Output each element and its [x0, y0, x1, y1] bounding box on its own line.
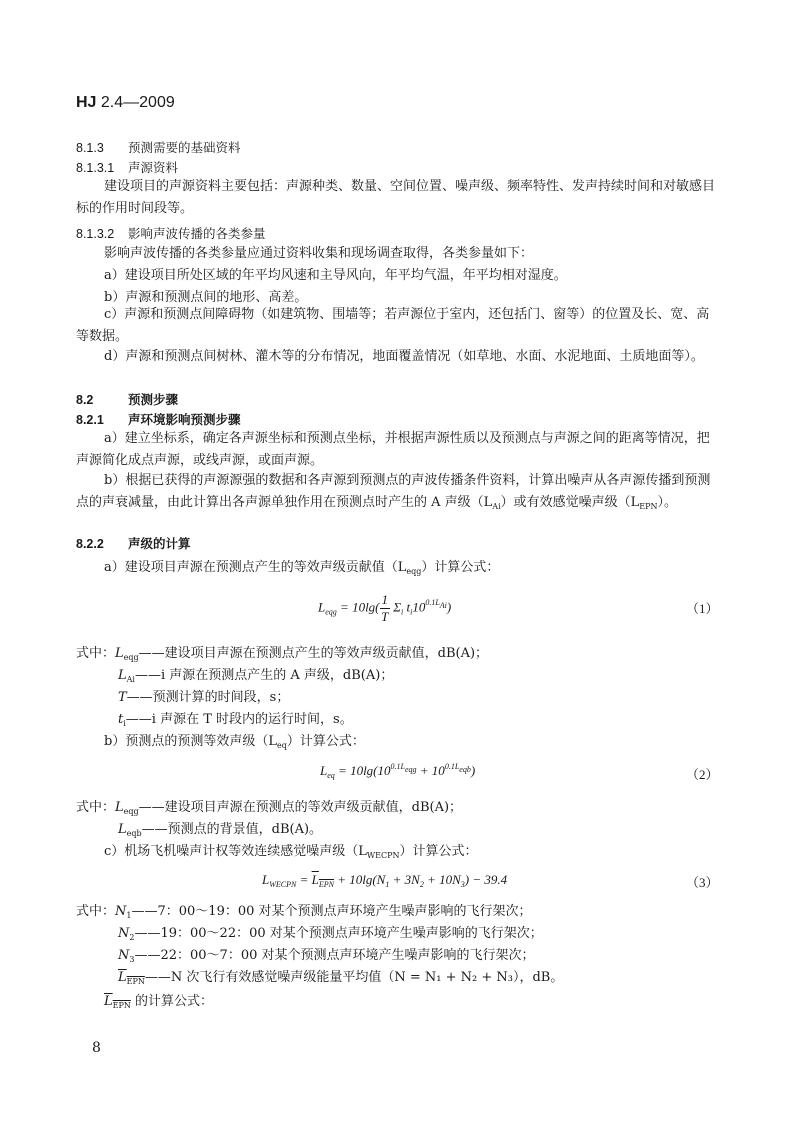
where-leqg: 式中：$L_{eqg}——$建设项目声源在预测点的等效声级贡献值，dB(A)；: [76, 800, 463, 816]
where-ti: $t_i——i$ 声源在 T 时段内的运行时间，s。: [118, 712, 353, 728]
paragraph-eqg: a）建设项目声源在预测点产生的等效声级贡献值$(L_{eqg})$计算公式：: [104, 560, 500, 576]
equation-2-number: （2）: [686, 767, 719, 782]
where-t: T——预测计算的时间段，s；: [118, 690, 290, 705]
equation-2: $L_{eq} = 10\lg(10^{0.1L_{eqg}} + 10^{0.1L_{eqb}})$: [320, 762, 476, 780]
where-lepn: $\overline{L}_{\overline{EPN}}——N$ 次飞行有效感觉噪声级能量平均值（N = N₁ + N₂ + N₃），dB。: [118, 970, 564, 986]
doc-header: HJ 2.4—2009: [76, 94, 175, 111]
equation-1: $L_{eqg} = 10\lg$( $\frac{1}{T}$ $\Sigma_i$ $t_i10^{0.1L_{Ai}}$): [318, 592, 452, 624]
section-8-2: 8.2 预测步骤: [76, 393, 179, 407]
section-8-1-3: 8.1.3 预测需要的基础资料: [76, 141, 241, 155]
where-leqb: $L_{eqb}——$预测点的背景值，dB(A)。: [118, 822, 323, 838]
equation-3: $L_{WECPN} = L_{EPN} + 10\lg(N_1 + 3N_2 + 10N_3) - 39.4$: [262, 872, 508, 889]
section-8-2-1: 8.2.1 声环境影响预测步骤: [76, 413, 241, 427]
where-n1: 式中：$N_1——7$：00～19：00 对某个预测点声环境产生噪声影响的飞行架次；: [76, 904, 532, 920]
equation-3-number: （3）: [686, 875, 719, 890]
paragraph-step-a: a）建立坐标系，确定各声源坐标和预测点坐标，并根据声源性质以及预测点与声源之间的距离等情况，把声源简化成点声源，或线声源，或面声源。: [76, 431, 710, 468]
section-8-1-3-2: 8.1.3.2 影响声波传播的各类参量: [76, 227, 266, 241]
equation-1-number: （1）: [686, 601, 719, 616]
paragraph-wecpn: c）机场飞机噪声计权等效连续感觉噪声级$(L_{WECPN})$计算公式：: [104, 844, 478, 860]
list-item-a: a）建设项目所处区域的年平均风速和主导风向，年平均气温，年平均相对湿度。: [104, 268, 567, 283]
paragraph-step-b: b）根据已获得的声源源强的数据和各声源到预测点的声波传播条件资料，计算出噪声从各声源传播到预测点的声衰减量，由此计算出各声源单独作用在预测点时产生的 A 声级$(L_{Ai})$或有效感觉噪声级$(L_{EPN})$。: [76, 473, 711, 511]
lepn-formula-intro: $\overline{L}_{\overline{EPN}}$ 的计算公式：: [104, 994, 214, 1010]
list-item-b: b）声源和预测点间的地形、高差。: [104, 290, 308, 305]
page-number: 8: [92, 1040, 101, 1056]
where-n3: $N_3——22$：00～7：00 对某个预测点声环境产生噪声影响的飞行架次；: [118, 948, 535, 964]
section-8-1-3-1: 8.1.3.1 声源资料: [76, 161, 179, 175]
paragraph-leq: b）预测点的预测等效声级$(L_{eq})$计算公式：: [104, 734, 365, 750]
paragraph-source-data: 建设项目的声源资料主要包括：声源种类、数量、空间位置、噪声级、频率特性、发声持续时间和对敏感目标的作用时间段等。: [76, 179, 716, 216]
paragraph-params: 影响声波传播的各类参量应通过资料收集和现场调查取得，各类参量如下：: [104, 246, 534, 261]
list-item-d: d）声源和预测点间树林、灌木等的分布情况，地面覆盖情况（如草地、水面、水泥地面、土质地面等）。: [104, 349, 704, 364]
section-8-2-2: 8.2.2 声级的计算: [76, 537, 191, 551]
list-item-c: c）声源和预测点间障碍物（如建筑物、围墙等；若声源位于室内，还包括门、窗等）的位置及长、宽、高等数据。: [76, 307, 710, 344]
where-eqg: 式中：$L_{eqg}——$建设项目声源在预测点产生的等效声级贡献值，dB(A)；: [76, 646, 489, 662]
where-n2: $N_2——19$：00～22：00 对某个预测点声环境产生噪声影响的飞行架次；: [118, 926, 543, 942]
where-lai: $L_{Ai}——i$ 声源在预测点产生的 A 声级，dB(A)；: [118, 668, 394, 684]
